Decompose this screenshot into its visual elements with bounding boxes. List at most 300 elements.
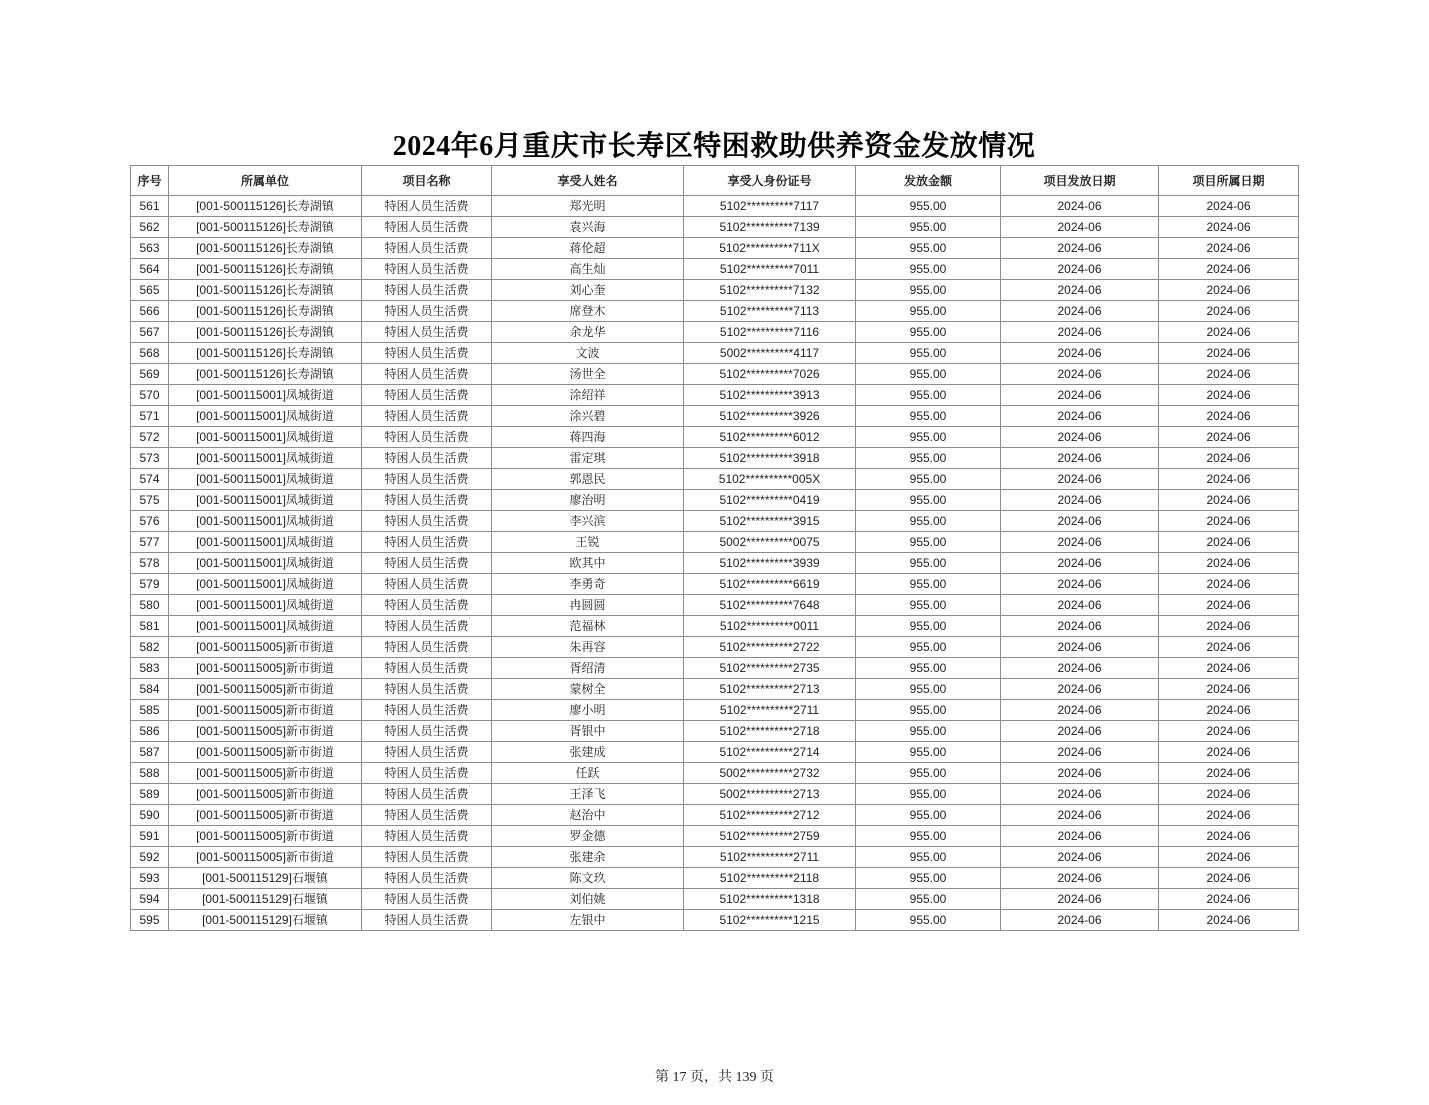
cell-period-date: 2024-06 [1159, 427, 1299, 448]
cell-seq: 577 [131, 532, 169, 553]
table-row [131, 196, 1299, 217]
cell-project: 特困人员生活费 [362, 637, 492, 658]
cell-project: 特困人员生活费 [362, 343, 492, 364]
cell-unit: [001-500115001]凤城街道 [169, 574, 362, 595]
cell-unit: [001-500115005]新市街道 [169, 805, 362, 826]
cell-project: 特困人员生活费 [362, 595, 492, 616]
cell-unit: [001-500115001]凤城街道 [169, 511, 362, 532]
cell-name: 张建成 [492, 742, 684, 763]
table-row [131, 805, 1299, 826]
cell-period-date: 2024-06 [1159, 763, 1299, 784]
cell-unit: [001-500115126]长寿湖镇 [169, 196, 362, 217]
cell-name: 范福林 [492, 616, 684, 637]
table-row [131, 553, 1299, 574]
cell-issue-date: 2024-06 [1001, 217, 1159, 238]
cell-seq: 584 [131, 679, 169, 700]
cell-period-date: 2024-06 [1159, 343, 1299, 364]
cell-issue-date: 2024-06 [1001, 574, 1159, 595]
cell-amount: 955.00 [856, 322, 1001, 343]
cell-issue-date: 2024-06 [1001, 511, 1159, 532]
cell-amount: 955.00 [856, 511, 1001, 532]
cell-period-date: 2024-06 [1159, 784, 1299, 805]
cell-period-date: 2024-06 [1159, 196, 1299, 217]
cell-period-date: 2024-06 [1159, 511, 1299, 532]
cell-amount: 955.00 [856, 763, 1001, 784]
cell-name: 余龙华 [492, 322, 684, 343]
payment-table [130, 165, 1299, 931]
table-row [131, 385, 1299, 406]
cell-id: 5102**********6012 [684, 427, 856, 448]
cell-seq: 587 [131, 742, 169, 763]
column-header-name: 享受人姓名 [492, 166, 684, 196]
cell-issue-date: 2024-06 [1001, 616, 1159, 637]
cell-period-date: 2024-06 [1159, 616, 1299, 637]
cell-project: 特困人员生活费 [362, 679, 492, 700]
cell-id: 5102**********2735 [684, 658, 856, 679]
cell-name: 雷定琪 [492, 448, 684, 469]
cell-issue-date: 2024-06 [1001, 721, 1159, 742]
cell-amount: 955.00 [856, 490, 1001, 511]
cell-issue-date: 2024-06 [1001, 532, 1159, 553]
cell-name: 涂绍祥 [492, 385, 684, 406]
cell-id: 5102**********7139 [684, 217, 856, 238]
cell-amount: 955.00 [856, 364, 1001, 385]
cell-unit: [001-500115126]长寿湖镇 [169, 280, 362, 301]
cell-amount: 955.00 [856, 742, 1001, 763]
cell-name: 李兴滨 [492, 511, 684, 532]
cell-name: 袁兴海 [492, 217, 684, 238]
cell-name: 涂兴碧 [492, 406, 684, 427]
cell-project: 特困人员生活费 [362, 847, 492, 868]
cell-unit: [001-500115005]新市街道 [169, 784, 362, 805]
column-header-issue-date: 项目发放日期 [1001, 166, 1159, 196]
cell-issue-date: 2024-06 [1001, 847, 1159, 868]
cell-amount: 955.00 [856, 595, 1001, 616]
cell-issue-date: 2024-06 [1001, 658, 1159, 679]
cell-amount: 955.00 [856, 196, 1001, 217]
cell-name: 李勇奇 [492, 574, 684, 595]
cell-unit: [001-500115001]凤城街道 [169, 406, 362, 427]
cell-issue-date: 2024-06 [1001, 343, 1159, 364]
cell-period-date: 2024-06 [1159, 553, 1299, 574]
cell-amount: 955.00 [856, 826, 1001, 847]
cell-amount: 955.00 [856, 721, 1001, 742]
cell-name: 赵治中 [492, 805, 684, 826]
cell-period-date: 2024-06 [1159, 805, 1299, 826]
cell-name: 朱再容 [492, 637, 684, 658]
cell-id: 5102**********2718 [684, 721, 856, 742]
cell-issue-date: 2024-06 [1001, 490, 1159, 511]
cell-name: 席登木 [492, 301, 684, 322]
cell-id: 5002**********2713 [684, 784, 856, 805]
cell-issue-date: 2024-06 [1001, 469, 1159, 490]
cell-id: 5102**********3913 [684, 385, 856, 406]
table-body [131, 196, 1299, 931]
cell-project: 特困人员生活费 [362, 280, 492, 301]
cell-amount: 955.00 [856, 574, 1001, 595]
cell-amount: 955.00 [856, 616, 1001, 637]
cell-issue-date: 2024-06 [1001, 763, 1159, 784]
cell-issue-date: 2024-06 [1001, 910, 1159, 931]
cell-unit: [001-500115005]新市街道 [169, 721, 362, 742]
cell-project: 特困人员生活费 [362, 196, 492, 217]
cell-seq: 567 [131, 322, 169, 343]
cell-period-date: 2024-06 [1159, 280, 1299, 301]
cell-amount: 955.00 [856, 343, 1001, 364]
cell-issue-date: 2024-06 [1001, 238, 1159, 259]
cell-id: 5002**********2732 [684, 763, 856, 784]
table-row [131, 910, 1299, 931]
cell-project: 特困人员生活费 [362, 658, 492, 679]
table-row [131, 742, 1299, 763]
cell-project: 特困人员生活费 [362, 700, 492, 721]
cell-unit: [001-500115129]石堰镇 [169, 910, 362, 931]
cell-seq: 590 [131, 805, 169, 826]
cell-name: 任跃 [492, 763, 684, 784]
cell-amount: 955.00 [856, 448, 1001, 469]
cell-project: 特困人员生活费 [362, 553, 492, 574]
cell-unit: [001-500115129]石堰镇 [169, 889, 362, 910]
cell-project: 特困人员生活费 [362, 889, 492, 910]
cell-unit: [001-500115126]长寿湖镇 [169, 238, 362, 259]
cell-name: 廖治明 [492, 490, 684, 511]
cell-issue-date: 2024-06 [1001, 301, 1159, 322]
cell-project: 特困人员生活费 [362, 406, 492, 427]
cell-amount: 955.00 [856, 469, 1001, 490]
cell-unit: [001-500115129]石堰镇 [169, 868, 362, 889]
table-row [131, 679, 1299, 700]
cell-seq: 562 [131, 217, 169, 238]
cell-id: 5102**********7026 [684, 364, 856, 385]
cell-unit: [001-500115005]新市街道 [169, 679, 362, 700]
cell-seq: 589 [131, 784, 169, 805]
cell-id: 5102**********6619 [684, 574, 856, 595]
cell-amount: 955.00 [856, 784, 1001, 805]
table-row [131, 217, 1299, 238]
cell-amount: 955.00 [856, 238, 1001, 259]
cell-amount: 955.00 [856, 889, 1001, 910]
cell-project: 特困人员生活费 [362, 427, 492, 448]
cell-unit: [001-500115001]凤城街道 [169, 595, 362, 616]
cell-issue-date: 2024-06 [1001, 427, 1159, 448]
table-row [131, 301, 1299, 322]
cell-unit: [001-500115005]新市街道 [169, 742, 362, 763]
cell-project: 特困人员生活费 [362, 910, 492, 931]
cell-name: 王锐 [492, 532, 684, 553]
cell-period-date: 2024-06 [1159, 490, 1299, 511]
cell-issue-date: 2024-06 [1001, 196, 1159, 217]
table-row [131, 868, 1299, 889]
table-row [131, 826, 1299, 847]
cell-period-date: 2024-06 [1159, 385, 1299, 406]
cell-period-date: 2024-06 [1159, 910, 1299, 931]
cell-issue-date: 2024-06 [1001, 364, 1159, 385]
cell-issue-date: 2024-06 [1001, 259, 1159, 280]
cell-name: 廖小明 [492, 700, 684, 721]
cell-id: 5102**********3918 [684, 448, 856, 469]
cell-name: 罗金德 [492, 826, 684, 847]
cell-id: 5102**********3926 [684, 406, 856, 427]
cell-name: 文波 [492, 343, 684, 364]
cell-id: 5102**********3939 [684, 553, 856, 574]
cell-project: 特困人员生活费 [362, 721, 492, 742]
cell-seq: 563 [131, 238, 169, 259]
table-row [131, 511, 1299, 532]
cell-unit: [001-500115126]长寿湖镇 [169, 364, 362, 385]
table-row [131, 658, 1299, 679]
cell-unit: [001-500115005]新市街道 [169, 763, 362, 784]
table-row [131, 763, 1299, 784]
cell-issue-date: 2024-06 [1001, 700, 1159, 721]
cell-issue-date: 2024-06 [1001, 679, 1159, 700]
cell-name: 郑光明 [492, 196, 684, 217]
cell-seq: 576 [131, 511, 169, 532]
cell-period-date: 2024-06 [1159, 742, 1299, 763]
cell-issue-date: 2024-06 [1001, 553, 1159, 574]
cell-issue-date: 2024-06 [1001, 322, 1159, 343]
table-row [131, 721, 1299, 742]
cell-period-date: 2024-06 [1159, 217, 1299, 238]
cell-seq: 570 [131, 385, 169, 406]
cell-project: 特困人员生活费 [362, 574, 492, 595]
table-row [131, 700, 1299, 721]
table-row [131, 469, 1299, 490]
cell-seq: 573 [131, 448, 169, 469]
cell-seq: 565 [131, 280, 169, 301]
cell-id: 5102**********7117 [684, 196, 856, 217]
cell-seq: 569 [131, 364, 169, 385]
cell-seq: 578 [131, 553, 169, 574]
cell-id: 5102**********7648 [684, 595, 856, 616]
cell-id: 5002**********4117 [684, 343, 856, 364]
cell-amount: 955.00 [856, 910, 1001, 931]
table-row [131, 406, 1299, 427]
cell-name: 蒋四海 [492, 427, 684, 448]
cell-unit: [001-500115001]凤城街道 [169, 385, 362, 406]
column-header-project: 项目名称 [362, 166, 492, 196]
cell-unit: [001-500115001]凤城街道 [169, 490, 362, 511]
cell-seq: 572 [131, 427, 169, 448]
table-row [131, 574, 1299, 595]
column-header-period-date: 项目所属日期 [1159, 166, 1299, 196]
cell-seq: 595 [131, 910, 169, 931]
cell-project: 特困人员生活费 [362, 532, 492, 553]
table-row [131, 889, 1299, 910]
cell-name: 陈文玖 [492, 868, 684, 889]
cell-id: 5002**********0075 [684, 532, 856, 553]
column-header-unit: 所属单位 [169, 166, 362, 196]
cell-amount: 955.00 [856, 868, 1001, 889]
cell-id: 5102**********2759 [684, 826, 856, 847]
cell-project: 特困人员生活费 [362, 301, 492, 322]
cell-period-date: 2024-06 [1159, 301, 1299, 322]
cell-id: 5102**********711X [684, 238, 856, 259]
column-header-seq: 序号 [131, 166, 169, 196]
cell-unit: [001-500115005]新市街道 [169, 847, 362, 868]
cell-id: 5102**********2722 [684, 637, 856, 658]
cell-project: 特困人员生活费 [362, 490, 492, 511]
cell-id: 5102**********1318 [684, 889, 856, 910]
table-row [131, 343, 1299, 364]
cell-name: 胥绍清 [492, 658, 684, 679]
cell-issue-date: 2024-06 [1001, 826, 1159, 847]
cell-seq: 592 [131, 847, 169, 868]
cell-seq: 580 [131, 595, 169, 616]
column-header-amount: 发放金额 [856, 166, 1001, 196]
cell-period-date: 2024-06 [1159, 847, 1299, 868]
cell-issue-date: 2024-06 [1001, 595, 1159, 616]
cell-period-date: 2024-06 [1159, 448, 1299, 469]
cell-seq: 582 [131, 637, 169, 658]
cell-project: 特困人员生活费 [362, 448, 492, 469]
cell-seq: 568 [131, 343, 169, 364]
cell-period-date: 2024-06 [1159, 238, 1299, 259]
cell-period-date: 2024-06 [1159, 889, 1299, 910]
cell-period-date: 2024-06 [1159, 595, 1299, 616]
cell-amount: 955.00 [856, 427, 1001, 448]
cell-id: 5102**********0419 [684, 490, 856, 511]
cell-name: 张建余 [492, 847, 684, 868]
cell-unit: [001-500115005]新市街道 [169, 637, 362, 658]
cell-period-date: 2024-06 [1159, 406, 1299, 427]
cell-amount: 955.00 [856, 532, 1001, 553]
cell-project: 特困人员生活费 [362, 868, 492, 889]
cell-seq: 564 [131, 259, 169, 280]
cell-amount: 955.00 [856, 553, 1001, 574]
cell-issue-date: 2024-06 [1001, 280, 1159, 301]
cell-issue-date: 2024-06 [1001, 868, 1159, 889]
cell-seq: 586 [131, 721, 169, 742]
cell-id: 5102**********2711 [684, 700, 856, 721]
cell-amount: 955.00 [856, 805, 1001, 826]
page-number-footer: 第 17 页，共 139 页 [655, 1070, 774, 1085]
cell-project: 特困人员生活费 [362, 826, 492, 847]
header-row [131, 166, 1299, 196]
cell-id: 5102**********7132 [684, 280, 856, 301]
cell-name: 汤世全 [492, 364, 684, 385]
cell-period-date: 2024-06 [1159, 700, 1299, 721]
cell-name: 蒙树全 [492, 679, 684, 700]
cell-unit: [001-500115126]长寿湖镇 [169, 301, 362, 322]
cell-seq: 581 [131, 616, 169, 637]
cell-amount: 955.00 [856, 217, 1001, 238]
cell-seq: 594 [131, 889, 169, 910]
cell-id: 5102**********3915 [684, 511, 856, 532]
cell-period-date: 2024-06 [1159, 469, 1299, 490]
cell-id: 5102**********2713 [684, 679, 856, 700]
cell-seq: 583 [131, 658, 169, 679]
cell-issue-date: 2024-06 [1001, 805, 1159, 826]
cell-project: 特困人员生活费 [362, 322, 492, 343]
cell-unit: [001-500115001]凤城街道 [169, 427, 362, 448]
cell-amount: 955.00 [856, 280, 1001, 301]
cell-project: 特困人员生活费 [362, 259, 492, 280]
table-row [131, 595, 1299, 616]
cell-issue-date: 2024-06 [1001, 889, 1159, 910]
table-row [131, 259, 1299, 280]
cell-unit: [001-500115001]凤城街道 [169, 469, 362, 490]
cell-name: 郭恩民 [492, 469, 684, 490]
cell-amount: 955.00 [856, 259, 1001, 280]
cell-unit: [001-500115005]新市街道 [169, 700, 362, 721]
cell-period-date: 2024-06 [1159, 574, 1299, 595]
table-row [131, 448, 1299, 469]
table-row [131, 322, 1299, 343]
cell-id: 5102**********7116 [684, 322, 856, 343]
cell-name: 王泽飞 [492, 784, 684, 805]
cell-period-date: 2024-06 [1159, 259, 1299, 280]
cell-amount: 955.00 [856, 301, 1001, 322]
cell-issue-date: 2024-06 [1001, 637, 1159, 658]
cell-id: 5102**********0011 [684, 616, 856, 637]
cell-unit: [001-500115126]长寿湖镇 [169, 259, 362, 280]
table-row [131, 847, 1299, 868]
cell-issue-date: 2024-06 [1001, 742, 1159, 763]
cell-period-date: 2024-06 [1159, 868, 1299, 889]
cell-period-date: 2024-06 [1159, 721, 1299, 742]
cell-amount: 955.00 [856, 385, 1001, 406]
cell-project: 特困人员生活费 [362, 784, 492, 805]
table-row [131, 238, 1299, 259]
cell-period-date: 2024-06 [1159, 658, 1299, 679]
cell-unit: [001-500115126]长寿湖镇 [169, 322, 362, 343]
table-row [131, 784, 1299, 805]
cell-period-date: 2024-06 [1159, 679, 1299, 700]
cell-name: 冉圆圆 [492, 595, 684, 616]
cell-id: 5102**********7113 [684, 301, 856, 322]
cell-seq: 574 [131, 469, 169, 490]
cell-issue-date: 2024-06 [1001, 406, 1159, 427]
table-row [131, 364, 1299, 385]
cell-seq: 561 [131, 196, 169, 217]
cell-issue-date: 2024-06 [1001, 784, 1159, 805]
cell-amount: 955.00 [856, 679, 1001, 700]
cell-amount: 955.00 [856, 637, 1001, 658]
table-row [131, 532, 1299, 553]
cell-project: 特困人员生活费 [362, 217, 492, 238]
cell-unit: [001-500115001]凤城街道 [169, 616, 362, 637]
cell-amount: 955.00 [856, 847, 1001, 868]
column-header-id: 享受人身份证号 [684, 166, 856, 196]
cell-unit: [001-500115126]长寿湖镇 [169, 343, 362, 364]
cell-id: 5102**********005X [684, 469, 856, 490]
cell-project: 特困人员生活费 [362, 385, 492, 406]
cell-amount: 955.00 [856, 700, 1001, 721]
cell-project: 特困人员生活费 [362, 511, 492, 532]
cell-period-date: 2024-06 [1159, 826, 1299, 847]
cell-project: 特困人员生活费 [362, 364, 492, 385]
cell-period-date: 2024-06 [1159, 532, 1299, 553]
cell-unit: [001-500115005]新市街道 [169, 658, 362, 679]
cell-unit: [001-500115126]长寿湖镇 [169, 217, 362, 238]
cell-project: 特困人员生活费 [362, 238, 492, 259]
cell-seq: 591 [131, 826, 169, 847]
cell-seq: 571 [131, 406, 169, 427]
cell-id: 5102**********2118 [684, 868, 856, 889]
cell-project: 特困人员生活费 [362, 469, 492, 490]
cell-unit: [001-500115001]凤城街道 [169, 448, 362, 469]
cell-issue-date: 2024-06 [1001, 385, 1159, 406]
cell-project: 特困人员生活费 [362, 805, 492, 826]
cell-amount: 955.00 [856, 658, 1001, 679]
cell-period-date: 2024-06 [1159, 364, 1299, 385]
cell-issue-date: 2024-06 [1001, 448, 1159, 469]
cell-id: 5102**********1215 [684, 910, 856, 931]
cell-name: 蒋伦超 [492, 238, 684, 259]
cell-unit: [001-500115001]凤城街道 [169, 553, 362, 574]
cell-id: 5102**********7011 [684, 259, 856, 280]
cell-period-date: 2024-06 [1159, 637, 1299, 658]
